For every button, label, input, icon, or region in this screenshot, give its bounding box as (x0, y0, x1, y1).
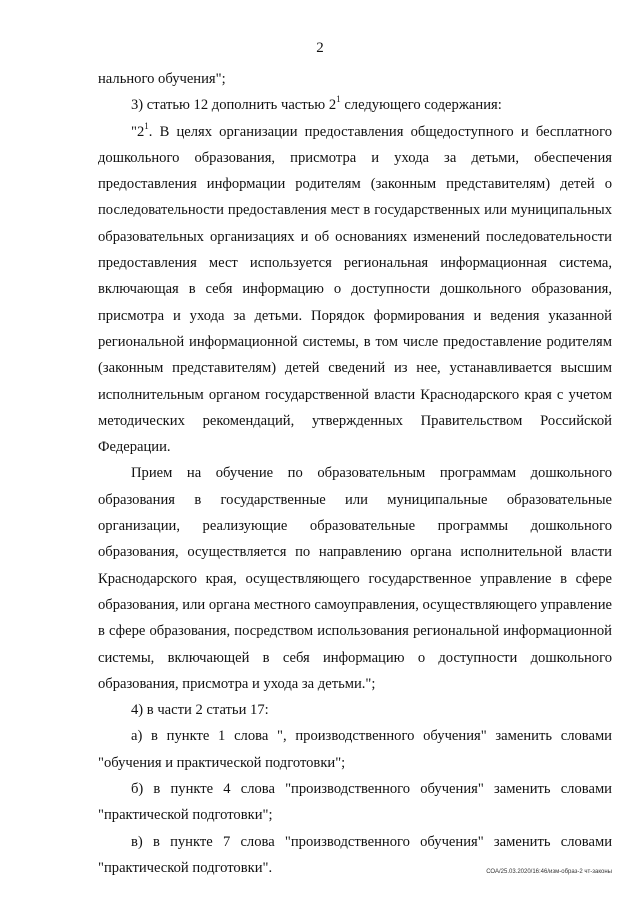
paragraph-part-2-1-start: "2 (131, 123, 145, 140)
superscript-mark: 1 (144, 120, 149, 131)
paragraph-item-4a: а) в пункте 1 слова ", производственного обучения" заменить словами "обучения и практической подготовки"; (98, 728, 612, 771)
paragraph-item-4b: б) в пункте 4 слова "производственного обучения" заменить словами "практической подготовки"; (98, 781, 612, 824)
superscript-mark: 1 (336, 94, 341, 105)
paragraph-admission: Прием на обучение по образовательным программам дошкольного образования в государственные или муниципальные образовательные организации, реализующие образовательные программы дошкольного образования, осуществляется по направлению органа исполнительной власти Краснодарского края, осуществляющего государственное управление в сфере образования, или органа местного самоуправления, осуществляющего управление в сфере образования, посредством использования региональной информационной системы, включающей в себя информацию о доступности дошкольного образования, присмотра и ухода за детьми."; (98, 465, 612, 692)
paragraph-item-3-tail: следующего содержания: (340, 97, 502, 114)
paragraph-item-4c: в) в пункте 7 слова "производственного обучения" заменить словами "практической подготовки". (98, 833, 612, 876)
paragraph-item-3-text: 3) статью 12 дополнить частью 2 (131, 97, 337, 114)
paragraph-item-3 (98, 92, 612, 118)
paragraph-part-2-1-text: . В целях организации предоставления общедоступного и бесплатного дошкольного образования, присмотра и ухода за детьми, обеспечения предоставления информации родителям (законным представителям) детей о последовательности предоставления мест в государственных или муниципальных образовательных организациях и об основаниях изменений последовательности предоставления мест используется региональная информационная система, включающая в себя информацию о доступности дошкольного образования, присмотра и ухода за детьми. Порядок формирования и ведения указанной региональной информационной системы, в том числе предоставление родителям (законным представителям) детей сведений из нее, устанавливается высшим исполнительным органом государственной власти Краснодарского края с учетом методических рекомендаций, утвержденных Правительством Российской Федерации. (98, 123, 612, 456)
paragraph-part-2-1 (98, 119, 612, 461)
document-body (98, 66, 612, 881)
page-number: 2 (316, 40, 324, 56)
paragraph-item-4: 4) в части 2 статьи 17: (131, 702, 269, 719)
document-footer-code: СОА/25.03.2020/16:46/изм-образ-2 чт-законы (486, 869, 612, 875)
paragraph-continuation: нального обучения"; (98, 71, 226, 87)
